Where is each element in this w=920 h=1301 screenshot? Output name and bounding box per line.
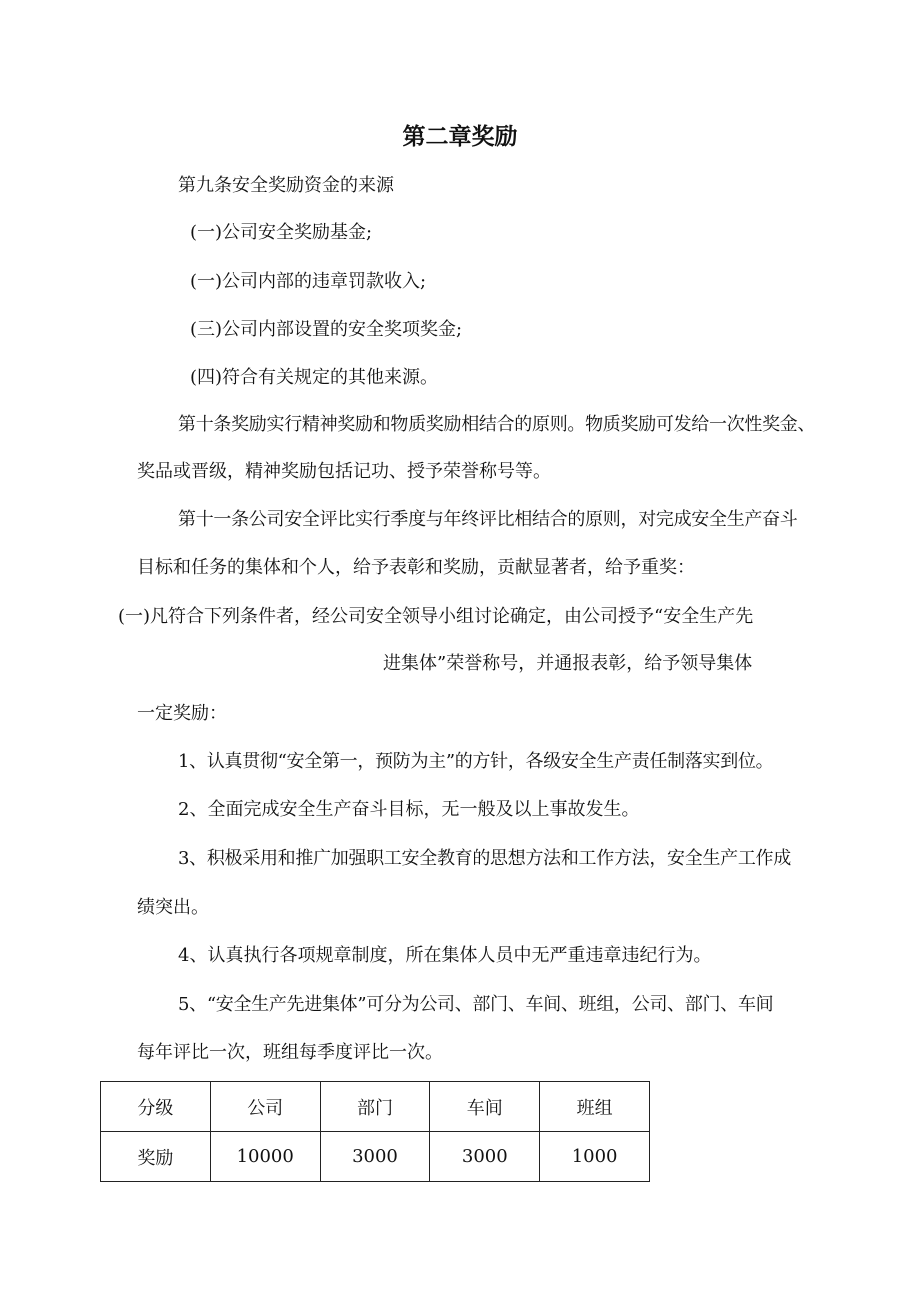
article-10-line-1: 第十条奖励实行精神奖励和物质奖励相结合的原则。物质奖励可发给一次性奖金、 (178, 414, 816, 435)
source-item-1: (一)公司安全奖励基金; (190, 222, 373, 243)
article-9-heading: 第九条安全奖励资金的来源 (178, 175, 394, 196)
condition-5-line-1: 5、“安全生产先进集体”可分为公司、部门、车间、班组，公司、部门、车间 (178, 994, 774, 1015)
source-item-2: (一)公司内部的违章罚款收入; (190, 271, 427, 292)
table-cell: 3000 (320, 1132, 430, 1182)
table-header-row (101, 1082, 650, 1132)
clause-1-line-2: 进集体”荣誉称号，并通报表彰，给予领导集体 (383, 653, 753, 674)
table-cell: 10000 (210, 1132, 320, 1182)
table-row (101, 1132, 650, 1182)
article-11-line-2: 目标和任务的集体和个人，给予表彰和奖励，贡献显著者，给予重奖： (137, 557, 695, 578)
table-header-cell: 班组 (540, 1082, 650, 1132)
table-cell: 1000 (540, 1132, 650, 1182)
article-11-line-1: 第十一条公司安全评比实行季度与年终评比相结合的原则，对完成安全生产奋斗 (178, 509, 798, 530)
table-header-cell: 部门 (320, 1082, 430, 1132)
source-item-3: (三)公司内部设置的安全奖项奖金; (190, 319, 463, 340)
condition-3-line-2: 绩突出。 (137, 897, 209, 918)
table-cell: 奖励 (101, 1132, 211, 1182)
article-10-line-2: 奖品或晋级，精神奖励包括记功、授予荣誉称号等。 (137, 461, 551, 482)
condition-5-line-2: 每年评比一次，班组每季度评比一次。 (137, 1042, 443, 1063)
condition-1: 1、认真贯彻“安全第一，预防为主”的方针，各级安全生产责任制落实到位。 (178, 751, 774, 772)
award-table (100, 1081, 650, 1182)
source-item-4: (四)符合有关规定的其他来源。 (190, 367, 439, 388)
condition-3-line-1: 3、积极采用和推广加强职工安全教育的思想方法和工作方法，安全生产工作成 (178, 848, 791, 869)
chapter-title: 第二章奖励 (402, 124, 518, 150)
table-header-cell: 车间 (430, 1082, 540, 1132)
condition-2: 2、全面完成安全生产奋斗目标，无一般及以上事故发生。 (178, 799, 640, 820)
table-cell: 3000 (430, 1132, 540, 1182)
clause-1-line-3: 一定奖励： (137, 703, 227, 724)
table-header-cell: 分级 (101, 1082, 211, 1132)
table-header-cell: 公司 (210, 1082, 320, 1132)
condition-4: 4、认真执行各项规章制度，所在集体人员中无严重违章违纪行为。 (178, 945, 712, 966)
clause-1-line-1: (一)凡符合下列条件者，经公司安全领导小组讨论确定，由公司授予“安全生产先 (118, 606, 754, 627)
